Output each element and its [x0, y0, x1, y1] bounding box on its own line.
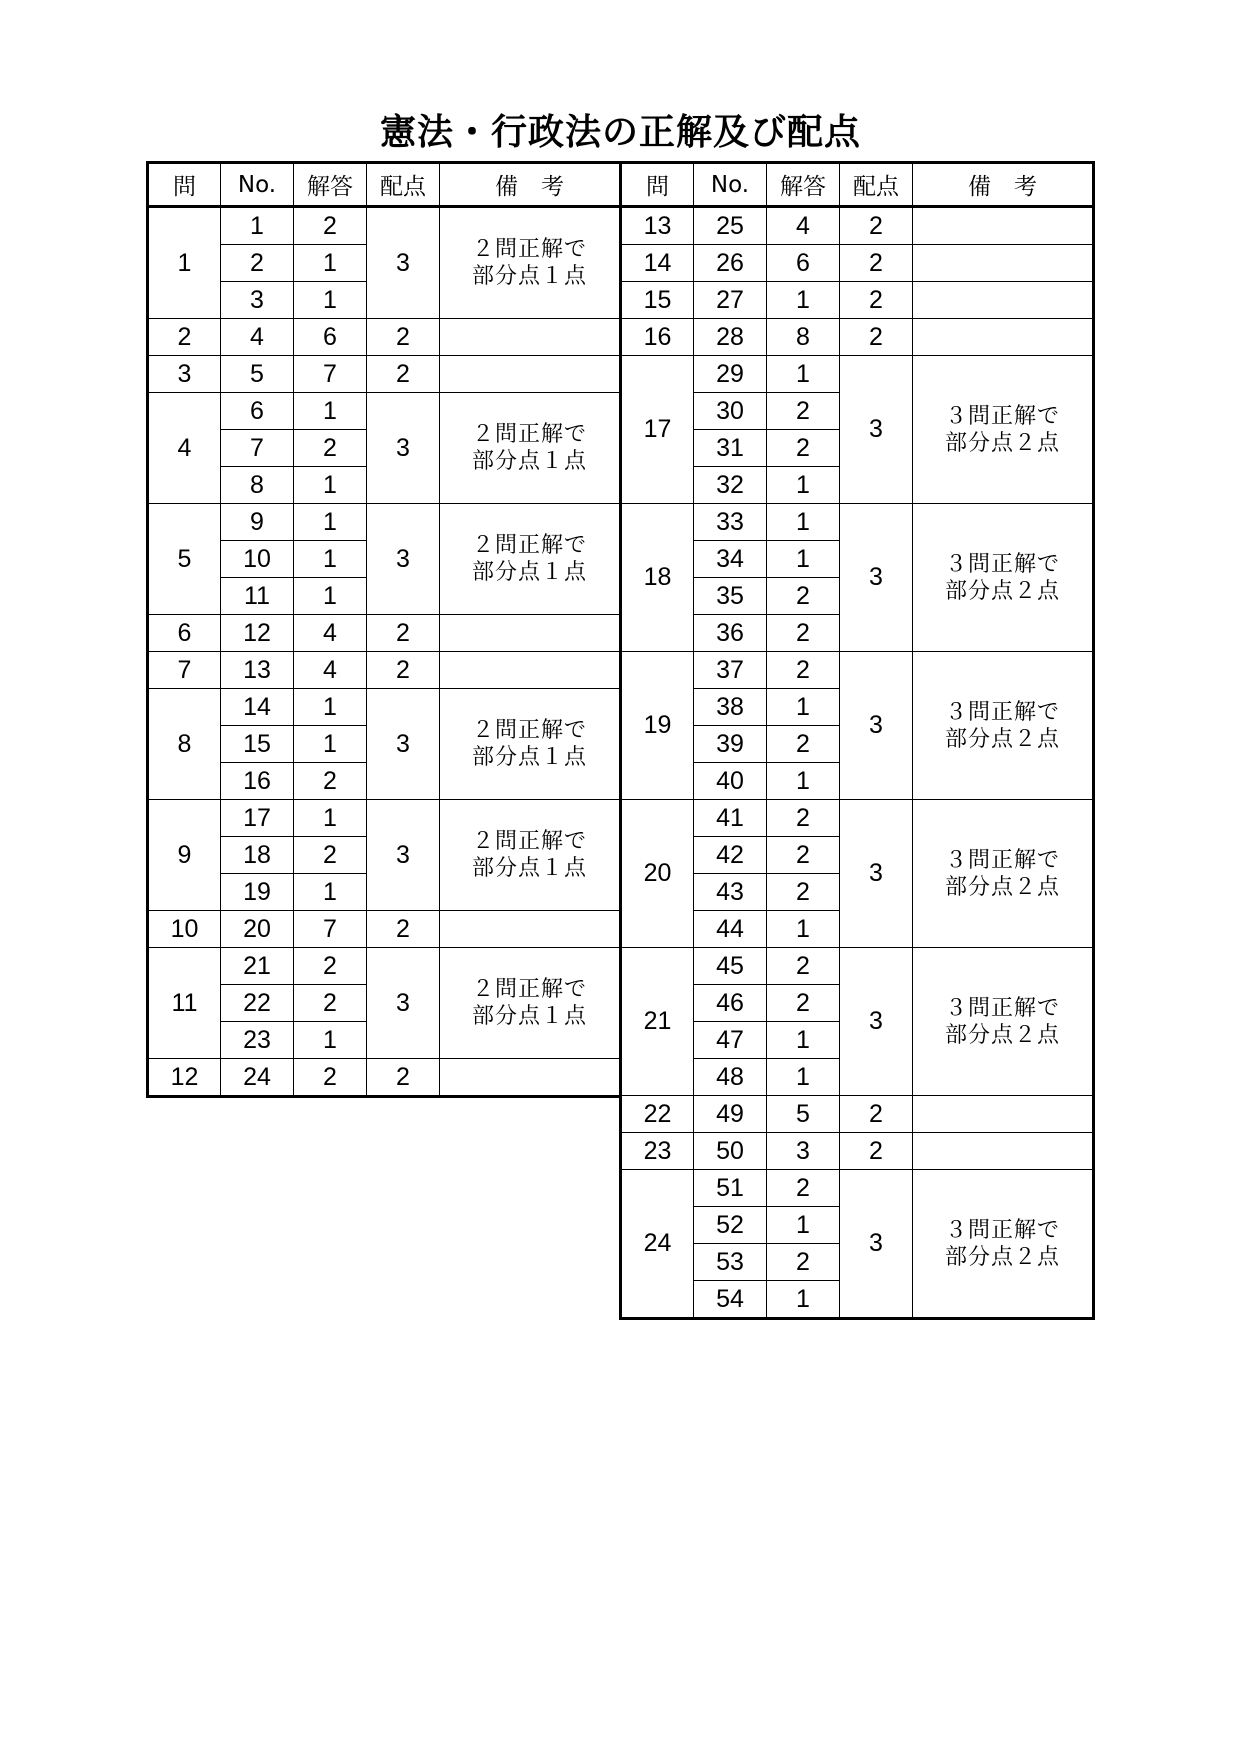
table-row — [621, 1133, 1094, 1170]
right-table-body — [621, 207, 1094, 1319]
answer-cell: 2 — [294, 837, 367, 874]
item-number-cell: 51 — [694, 1170, 767, 1207]
answer-cell: 6 — [767, 245, 840, 282]
item-number-cell: 43 — [694, 874, 767, 911]
remarks-cell: ３問正解で 部分点２点 — [913, 356, 1094, 504]
question-number-cell: 13 — [621, 207, 694, 245]
item-number-cell: 42 — [694, 837, 767, 874]
item-number-cell: 44 — [694, 911, 767, 948]
table-row — [621, 948, 1094, 985]
answer-cell: 1 — [767, 1207, 840, 1244]
points-cell: 3 — [367, 393, 440, 504]
item-number-cell: 14 — [221, 689, 294, 726]
item-number-cell: 53 — [694, 1244, 767, 1281]
points-cell: 2 — [840, 207, 913, 245]
remarks-cell — [440, 911, 621, 948]
answer-cell: 1 — [767, 356, 840, 393]
remarks-cell: ２問正解で 部分点１点 — [440, 800, 621, 911]
table-row — [148, 504, 621, 541]
item-number-cell: 41 — [694, 800, 767, 837]
answer-cell: 2 — [294, 1059, 367, 1097]
answer-cell: 1 — [767, 763, 840, 800]
question-number-cell: 12 — [148, 1059, 221, 1097]
answer-cell: 1 — [294, 726, 367, 763]
item-number-cell: 45 — [694, 948, 767, 985]
table-row — [148, 615, 621, 652]
remarks-cell: ３問正解で 部分点２点 — [913, 948, 1094, 1096]
item-number-cell: 10 — [221, 541, 294, 578]
item-number-cell: 24 — [221, 1059, 294, 1097]
table-row — [621, 800, 1094, 837]
item-number-cell: 15 — [221, 726, 294, 763]
points-cell: 2 — [840, 319, 913, 356]
item-number-cell: 52 — [694, 1207, 767, 1244]
points-cell: 3 — [840, 800, 913, 948]
item-number-cell: 4 — [221, 319, 294, 356]
table-row — [621, 319, 1094, 356]
points-cell: 2 — [840, 1133, 913, 1170]
answer-cell: 2 — [294, 985, 367, 1022]
points-cell: 3 — [840, 948, 913, 1096]
points-cell: 2 — [367, 615, 440, 652]
answer-cell: 1 — [767, 1022, 840, 1059]
points-cell: 2 — [367, 319, 440, 356]
item-number-cell: 46 — [694, 985, 767, 1022]
answer-cell: 2 — [767, 652, 840, 689]
remarks-cell: ２問正解で 部分点１点 — [440, 393, 621, 504]
question-number-cell: 6 — [148, 615, 221, 652]
points-cell: 2 — [840, 245, 913, 282]
remarks-cell — [913, 282, 1094, 319]
table-row — [621, 504, 1094, 541]
answer-cell: 2 — [767, 430, 840, 467]
item-number-cell: 20 — [221, 911, 294, 948]
table-row — [148, 207, 621, 245]
item-number-cell: 49 — [694, 1096, 767, 1133]
table-row — [621, 245, 1094, 282]
header-answer: 解答 — [294, 163, 367, 207]
points-cell: 3 — [367, 207, 440, 319]
item-number-cell: 26 — [694, 245, 767, 282]
remarks-cell — [440, 615, 621, 652]
item-number-cell: 34 — [694, 541, 767, 578]
header-remarks: 備 考 — [440, 163, 621, 207]
item-number-cell: 1 — [221, 207, 294, 245]
header-remarks: 備 考 — [913, 163, 1094, 207]
answer-cell: 1 — [294, 800, 367, 837]
table-row — [621, 282, 1094, 319]
answer-cell: 2 — [767, 948, 840, 985]
header-row — [148, 163, 621, 207]
question-number-cell: 1 — [148, 207, 221, 319]
answer-cell: 2 — [767, 800, 840, 837]
answer-cell: 1 — [294, 504, 367, 541]
answer-cell: 2 — [767, 726, 840, 763]
points-cell: 2 — [367, 911, 440, 948]
remarks-cell: ３問正解で 部分点２点 — [913, 652, 1094, 800]
answer-cell: 1 — [294, 393, 367, 430]
question-number-cell: 23 — [621, 1133, 694, 1170]
item-number-cell: 8 — [221, 467, 294, 504]
table-row — [148, 319, 621, 356]
remarks-cell — [913, 319, 1094, 356]
answer-cell: 1 — [294, 541, 367, 578]
item-number-cell: 25 — [694, 207, 767, 245]
answer-cell: 2 — [294, 948, 367, 985]
question-number-cell: 17 — [621, 356, 694, 504]
answer-cell: 4 — [767, 207, 840, 245]
answer-cell: 1 — [767, 1059, 840, 1096]
table-row — [621, 1096, 1094, 1133]
answer-cell: 2 — [767, 393, 840, 430]
answer-cell: 1 — [294, 689, 367, 726]
answer-cell: 1 — [294, 578, 367, 615]
item-number-cell: 37 — [694, 652, 767, 689]
remarks-cell: ２問正解で 部分点１点 — [440, 689, 621, 800]
answer-cell: 2 — [767, 615, 840, 652]
question-number-cell: 11 — [148, 948, 221, 1059]
question-number-cell: 14 — [621, 245, 694, 282]
table-row — [621, 652, 1094, 689]
item-number-cell: 40 — [694, 763, 767, 800]
points-cell: 2 — [840, 1096, 913, 1133]
header-answer: 解答 — [767, 163, 840, 207]
question-number-cell: 16 — [621, 319, 694, 356]
table-row — [148, 689, 621, 726]
item-number-cell: 6 — [221, 393, 294, 430]
left-table-body — [148, 207, 621, 1097]
answer-cell: 3 — [767, 1133, 840, 1170]
item-number-cell: 31 — [694, 430, 767, 467]
page-title: 憲法・行政法の正解及び配点 — [379, 112, 861, 153]
points-cell: 3 — [367, 948, 440, 1059]
question-number-cell: 9 — [148, 800, 221, 911]
points-cell: 3 — [840, 356, 913, 504]
remarks-cell — [913, 245, 1094, 282]
table-row — [148, 800, 621, 837]
answer-cell: 7 — [294, 911, 367, 948]
remarks-cell — [913, 1133, 1094, 1170]
item-number-cell: 22 — [221, 985, 294, 1022]
header-question: 問 — [148, 163, 221, 207]
question-number-cell: 20 — [621, 800, 694, 948]
item-number-cell: 5 — [221, 356, 294, 393]
table-row — [148, 393, 621, 430]
answer-cell: 8 — [767, 319, 840, 356]
item-number-cell: 17 — [221, 800, 294, 837]
remarks-cell: ３問正解で 部分点２点 — [913, 1170, 1094, 1319]
remarks-cell — [440, 1059, 621, 1097]
item-number-cell: 33 — [694, 504, 767, 541]
item-number-cell: 27 — [694, 282, 767, 319]
question-number-cell: 10 — [148, 911, 221, 948]
remarks-cell — [440, 319, 621, 356]
question-number-cell: 18 — [621, 504, 694, 652]
question-number-cell: 8 — [148, 689, 221, 800]
question-number-cell: 21 — [621, 948, 694, 1096]
header-question: 問 — [621, 163, 694, 207]
item-number-cell: 3 — [221, 282, 294, 319]
item-number-cell: 9 — [221, 504, 294, 541]
question-number-cell: 22 — [621, 1096, 694, 1133]
item-number-cell: 19 — [221, 874, 294, 911]
remarks-cell: ２問正解で 部分点１点 — [440, 948, 621, 1059]
table-row — [148, 948, 621, 985]
answer-cell: 1 — [767, 1281, 840, 1319]
header-number: No. — [694, 163, 767, 207]
remarks-cell: ３問正解で 部分点２点 — [913, 504, 1094, 652]
remarks-cell: ２問正解で 部分点１点 — [440, 207, 621, 319]
item-number-cell: 32 — [694, 467, 767, 504]
question-number-cell: 24 — [621, 1170, 694, 1319]
item-number-cell: 35 — [694, 578, 767, 615]
header-row — [621, 163, 1094, 207]
answer-table-left — [146, 161, 622, 1098]
table-row — [148, 911, 621, 948]
remarks-cell: ２問正解で 部分点１点 — [440, 504, 621, 615]
item-number-cell: 50 — [694, 1133, 767, 1170]
item-number-cell: 23 — [221, 1022, 294, 1059]
points-cell: 3 — [840, 504, 913, 652]
item-number-cell: 13 — [221, 652, 294, 689]
points-cell: 2 — [367, 652, 440, 689]
answer-cell: 1 — [294, 1022, 367, 1059]
answer-cell: 1 — [767, 282, 840, 319]
table-row — [621, 207, 1094, 245]
answer-table-right — [619, 161, 1095, 1320]
answer-cell: 2 — [767, 874, 840, 911]
answer-cell: 2 — [294, 430, 367, 467]
header-points: 配点 — [367, 163, 440, 207]
answer-cell: 2 — [767, 578, 840, 615]
table-row — [621, 356, 1094, 393]
answer-cell: 2 — [767, 1244, 840, 1281]
table-row — [148, 652, 621, 689]
question-number-cell: 19 — [621, 652, 694, 800]
table-row — [148, 356, 621, 393]
answer-cell: 7 — [294, 356, 367, 393]
item-number-cell: 7 — [221, 430, 294, 467]
item-number-cell: 21 — [221, 948, 294, 985]
question-number-cell: 3 — [148, 356, 221, 393]
answer-cell: 2 — [767, 1170, 840, 1207]
answer-cell: 1 — [767, 541, 840, 578]
answer-cell: 6 — [294, 319, 367, 356]
table-row — [148, 1059, 621, 1097]
remarks-cell — [913, 1096, 1094, 1133]
item-number-cell: 39 — [694, 726, 767, 763]
item-number-cell: 54 — [694, 1281, 767, 1319]
item-number-cell: 36 — [694, 615, 767, 652]
points-cell: 3 — [840, 1170, 913, 1319]
answer-cell: 4 — [294, 615, 367, 652]
question-number-cell: 2 — [148, 319, 221, 356]
points-cell: 2 — [840, 282, 913, 319]
question-number-cell: 7 — [148, 652, 221, 689]
answer-cell: 2 — [767, 985, 840, 1022]
item-number-cell: 2 — [221, 245, 294, 282]
answer-cell: 2 — [767, 837, 840, 874]
answer-cell: 1 — [294, 874, 367, 911]
item-number-cell: 11 — [221, 578, 294, 615]
item-number-cell: 12 — [221, 615, 294, 652]
answer-cell: 4 — [294, 652, 367, 689]
answer-cell: 1 — [767, 689, 840, 726]
answer-cell: 2 — [294, 763, 367, 800]
points-cell: 3 — [367, 800, 440, 911]
table-row — [621, 1170, 1094, 1207]
question-number-cell: 4 — [148, 393, 221, 504]
item-number-cell: 47 — [694, 1022, 767, 1059]
item-number-cell: 28 — [694, 319, 767, 356]
item-number-cell: 18 — [221, 837, 294, 874]
remarks-cell — [440, 652, 621, 689]
header-number: No. — [221, 163, 294, 207]
remarks-cell — [913, 207, 1094, 245]
points-cell: 2 — [367, 1059, 440, 1097]
question-number-cell: 5 — [148, 504, 221, 615]
answer-cell: 1 — [294, 245, 367, 282]
points-cell: 2 — [367, 356, 440, 393]
answer-cell: 5 — [767, 1096, 840, 1133]
remarks-cell — [440, 356, 621, 393]
points-cell: 3 — [367, 689, 440, 800]
item-number-cell: 29 — [694, 356, 767, 393]
header-points: 配点 — [840, 163, 913, 207]
item-number-cell: 30 — [694, 393, 767, 430]
answer-cell: 1 — [767, 467, 840, 504]
item-number-cell: 38 — [694, 689, 767, 726]
points-cell: 3 — [367, 504, 440, 615]
remarks-cell: ３問正解で 部分点２点 — [913, 800, 1094, 948]
answer-cell: 2 — [294, 207, 367, 245]
answer-cell: 1 — [767, 911, 840, 948]
answer-cell: 1 — [294, 467, 367, 504]
item-number-cell: 16 — [221, 763, 294, 800]
question-number-cell: 15 — [621, 282, 694, 319]
item-number-cell: 48 — [694, 1059, 767, 1096]
points-cell: 3 — [840, 652, 913, 800]
answer-cell: 1 — [294, 282, 367, 319]
answer-cell: 1 — [767, 504, 840, 541]
